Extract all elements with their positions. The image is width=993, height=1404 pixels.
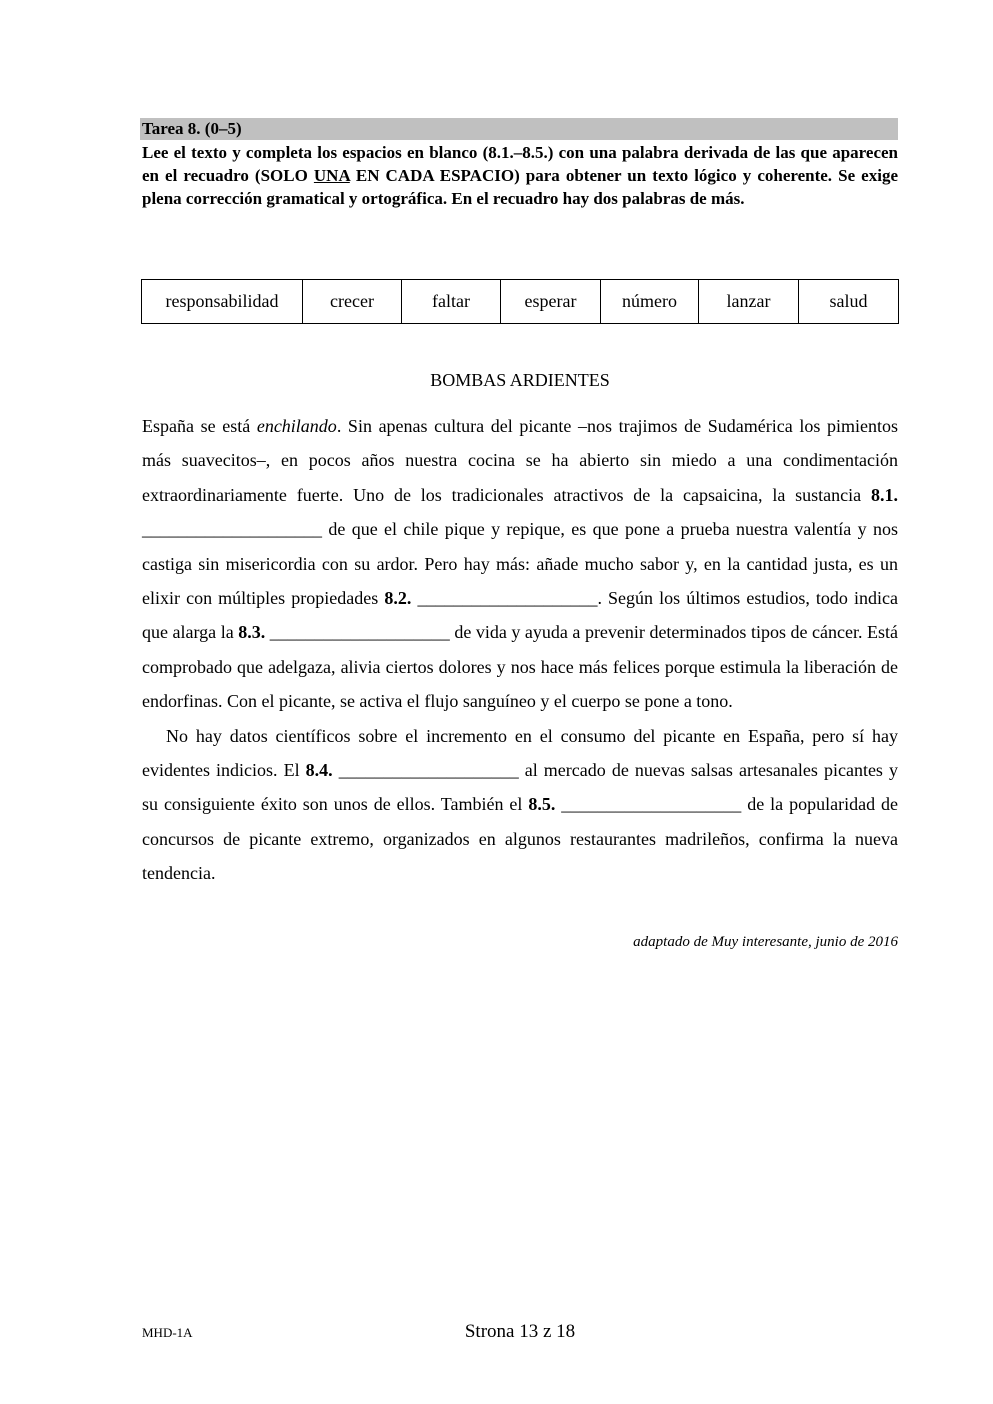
exam-code: MHD-1A: [142, 1325, 193, 1340]
word-box-cell: faltar: [402, 280, 501, 324]
text-run: España se está: [142, 416, 257, 436]
word-box-cell: responsabilidad: [142, 280, 303, 324]
word-box: [141, 279, 899, 324]
gap-label-8-3: 8.3.: [238, 622, 266, 643]
word-box-cell: salud: [799, 280, 899, 324]
italic-word: enchilando: [256, 416, 337, 436]
gap-blank-8-2[interactable]: ____________________: [417, 588, 598, 609]
article-source: adaptado de Muy interesante, junio de 2016: [633, 934, 898, 950]
gap-label-8-4: 8.4.: [305, 760, 333, 781]
word-box-cell: esperar: [501, 280, 601, 324]
gap-label-8-1: 8.1.: [871, 484, 898, 505]
gap-blank-8-1[interactable]: ____________________: [142, 519, 322, 540]
gap-blank-8-5[interactable]: ____________________: [561, 794, 742, 815]
article-paragraph: [142, 409, 898, 719]
instructions-text: EN CADA ESPACIO) para obtener un texto lógico y coherente. Se exige plena corrección gramatical y ortográfica. En el recuadro hay dos palabras de más.: [142, 166, 898, 208]
word-box-cell: crecer: [303, 280, 402, 324]
gap-blank-8-3[interactable]: ____________________: [269, 622, 450, 643]
article-paragraph: [142, 719, 898, 891]
text-run: . Según los últimos estudios, todo indica que alarga la: [142, 588, 899, 643]
article-title: BOMBAS ARDIENTES: [430, 370, 610, 390]
page-number: Strona 13 z 18: [464, 1321, 576, 1342]
gap-blank-8-4[interactable]: ____________________: [338, 760, 519, 781]
gap-label-8-2: 8.2.: [384, 588, 412, 609]
task-instructions: [142, 141, 898, 210]
task-header: Tarea 8. (0–5): [140, 118, 898, 140]
article-body: [142, 409, 898, 891]
text-run: . Sin apenas cultura del picante –nos trajimos de Sudamérica los pimientos más suavecitos–, en pocos años nuestra cocina se ha abierto sin miedo a una condimentación extraordinariamente fuerte. Uno de los tradicionales atractivos de la capsaicina, la sustancia: [142, 416, 898, 505]
text-run: al mercado de nuevas salsas artesanales picantes y su consiguiente éxito son unos de ellos. También el: [142, 760, 898, 815]
instructions-underlined-word: UNA: [313, 166, 350, 185]
text-run: de vida y ayuda a prevenir determinados tipos de cáncer. Está comprobado que adelgaza, alivia ciertos dolores y nos hace más felices porque estimula la liberación de endorfinas. Con el picante, se activa el flujo sanguíneo y el cuerpo se pone a tono.: [142, 622, 898, 712]
text-run: No hay datos científicos sobre el incremento en el consumo del picante en España, pero sí hay evidentes indicios. El: [142, 725, 898, 781]
gap-label-8-5: 8.5.: [528, 794, 556, 815]
text-run: de la popularidad de concursos de picante extremo, organizados en algunos restaurantes madrileños, confirma la nueva tendencia.: [142, 794, 899, 884]
word-box-cell: número: [601, 280, 699, 324]
instructions-text: Lee el texto y completa los espacios en blanco (8.1.–8.5.) con una palabra derivada de las que aparecen en el recuadro (SOLO: [142, 143, 898, 185]
word-box-cell: lanzar: [699, 280, 799, 324]
text-run: de que el chile pique y repique, es que pone a prueba nuestra valentía y nos castiga sin misericordia con su ardor. Pero hay más: añade mucho sabor y, en la cantidad justa, es un elixir con múltiples propiedades: [142, 519, 898, 609]
